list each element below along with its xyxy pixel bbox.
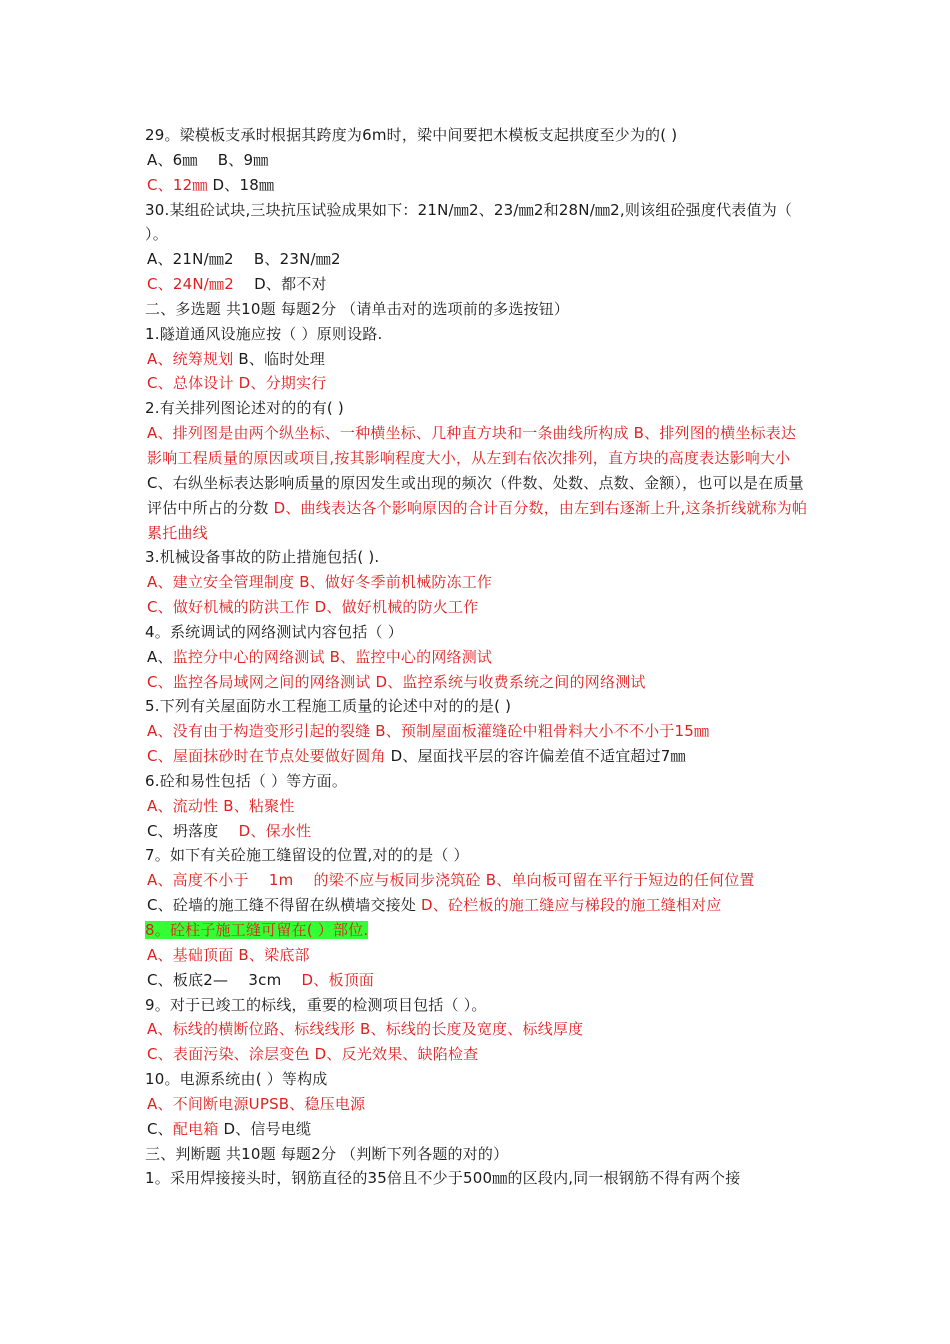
text-span: 二、多选题 共10题 每题2分 （请单击对的选项前的多选按钮） xyxy=(145,299,570,318)
answer-text: 8。砼柱子施工缝可留在( ）部位. xyxy=(145,921,369,939)
option-line xyxy=(145,247,810,272)
answer-text: A、统筹规划 xyxy=(147,349,234,368)
document-body xyxy=(145,123,810,1191)
text-span: A、 xyxy=(147,647,173,666)
option-line xyxy=(145,371,810,396)
answer-text: A、流动性 B、粘聚性 xyxy=(147,796,295,815)
option-line xyxy=(145,1117,810,1142)
answer-text: A、建立安全管理制度 B、做好冬季前机械防冻工作 xyxy=(147,573,493,592)
answer-text: 监控分中心的网络测试 B、监控中心的网络测试 xyxy=(172,647,493,666)
option-line xyxy=(145,595,810,620)
option-line xyxy=(145,421,810,471)
text-span: A、6㎜ B、9㎜ xyxy=(147,150,269,169)
option-line xyxy=(145,173,810,198)
option-line xyxy=(145,719,810,744)
question-line xyxy=(145,694,810,719)
question-line xyxy=(145,843,810,868)
option-line xyxy=(145,968,810,993)
answer-text: A、排列图是由两个纵坐标、一种横坐标、几种直方块和一条曲线所构成 B、排列图的横坐标表达影响工程质量的原因或项目,按其影响程度大小，从左到右依次排列，直方块的高度表达影响大小 xyxy=(147,424,797,467)
answer-text: C、12㎜ xyxy=(147,175,208,194)
answer-text: D、砼栏板的施工缝应与梯段的施工缝相对应 xyxy=(416,896,722,915)
option-line xyxy=(145,943,810,968)
text-span: A、21N/㎜2 B、23N/㎜2 xyxy=(147,250,341,269)
text-span: 2.有关排列图论述对的的有( ) xyxy=(145,399,344,418)
option-line xyxy=(145,471,810,546)
option-line xyxy=(145,1042,810,1067)
text-span: 9。对于已竣工的标线，重要的检测项目包括（ ）。 xyxy=(145,995,487,1014)
answer-text: 配电箱 xyxy=(172,1119,219,1138)
answer-text: C、屋面抹砂时在节点处要做好圆角 xyxy=(147,747,386,766)
question-line xyxy=(145,769,810,794)
text-span: 10。电源系统由( ）等构成 xyxy=(145,1070,328,1089)
option-line xyxy=(145,1017,810,1042)
text-span: C、板底2— 3cm xyxy=(147,970,282,989)
text-span: 30.某组砼试块,三块抗压试验成果如下：21N/㎜2、23/㎜2和28N/㎜2,则该组砼强度代表值为（ ）。 xyxy=(145,200,793,244)
text-span: 1.隧道通风设施应按（ ）原则设路. xyxy=(145,324,383,343)
text-span: 4。系统调试的网络测试内容包括（ ） xyxy=(145,622,403,641)
text-span: D、屋面找平层的容许偏差值不适宜超过7㎜ xyxy=(385,747,686,766)
text-span: 7。如下有关砼施工缝留设的位置,对的的是（ ） xyxy=(145,846,469,865)
answer-text: C、监控各局域网之间的网络测试 D、监控系统与收费系统之间的网络测试 xyxy=(147,672,646,691)
section-heading xyxy=(145,1142,810,1167)
option-line xyxy=(145,868,810,893)
answer-text: C、总体设计 D、分期实行 xyxy=(147,374,327,393)
option-line xyxy=(145,893,810,918)
answer-text: A、标线的横断位路、标线线形 B、标线的长度及宽度、标线厚度 xyxy=(147,1020,584,1039)
option-line xyxy=(145,148,810,173)
option-line xyxy=(145,670,810,695)
answer-text: D、保水性 xyxy=(233,821,312,840)
text-span: 5.下列有关屋面防水工程施工质量的论述中对的的是( ) xyxy=(145,697,512,716)
text-span: 三、判断题 共10题 每题2分 （判断下列各题的对的） xyxy=(145,1144,509,1163)
question-line xyxy=(145,545,810,570)
question-line xyxy=(145,1166,810,1191)
question-line xyxy=(145,322,810,347)
question-line xyxy=(145,1067,810,1092)
question-line xyxy=(145,396,810,421)
question-line xyxy=(145,993,810,1018)
text-span: C、 xyxy=(147,1119,173,1138)
text-span: D、都不对 xyxy=(233,275,327,294)
text-span: 1。采用焊接接头时，钢筋直径的35倍且不少于500㎜的区段内,同一根钢筋不得有两个接 xyxy=(145,1169,741,1188)
option-line xyxy=(145,1092,810,1117)
section-heading xyxy=(145,297,810,322)
text-span: 3.机械设备事故的防止措施包括( ). xyxy=(145,548,380,567)
question-line xyxy=(145,620,810,645)
text-span: B、临时处理 xyxy=(233,349,325,368)
option-line xyxy=(145,819,810,844)
answer-text: D、板顶面 xyxy=(281,970,375,989)
text-span: 6.砼和易性包括（ ）等方面。 xyxy=(145,771,348,790)
text-span: C、砼墙的施工缝不得留在纵横墙交接处 xyxy=(147,896,417,915)
question-line xyxy=(145,123,810,148)
answer-text: A、高度不小于 1m 的梁不应与板同步浇筑砼 B、单向板可留在平行于短边的任何位置 xyxy=(147,871,755,890)
answer-text: D、曲线表达各个影响原因的合计百分数，由左到右逐渐上升,这条折线就称为帕累托曲线 xyxy=(147,498,808,542)
question-line xyxy=(145,918,810,943)
option-line xyxy=(145,272,810,297)
text-span: 29。梁模板支承时根据其跨度为6m时，梁中间要把木模板支起拱度至少为的( ) xyxy=(145,126,678,144)
answer-text: C、24N/㎜2 xyxy=(147,275,234,294)
option-line xyxy=(145,645,810,670)
option-line xyxy=(145,570,810,595)
answer-text: C、表面污染、涂层变色 D、反光效果、缺陷检查 xyxy=(147,1045,479,1064)
text-span: D、信号电缆 xyxy=(218,1119,312,1138)
option-line xyxy=(145,794,810,819)
text-span: C、右纵坐标表达影响质量的原因发生或出现的频次（件数、处数、点数、金额），也可以是在质量评估中所占的分数 xyxy=(147,473,804,517)
answer-text: C、做好机械的防洪工作 D、做好机械的防火工作 xyxy=(147,598,479,617)
question-line xyxy=(145,198,810,248)
text-span: D、18㎜ xyxy=(207,175,275,194)
answer-text: A、基础顶面 B、梁底部 xyxy=(147,945,310,964)
option-line xyxy=(145,744,810,769)
text-span: C、坍落度 xyxy=(147,821,234,840)
answer-text: A、没有由于构造变形引起的裂缝 B、预制屋面板灌缝砼中粗骨料大小不不小于15㎜ xyxy=(147,722,710,741)
answer-text: A、不间断电源UPSB、稳压电源 xyxy=(147,1094,366,1113)
option-line xyxy=(145,347,810,372)
